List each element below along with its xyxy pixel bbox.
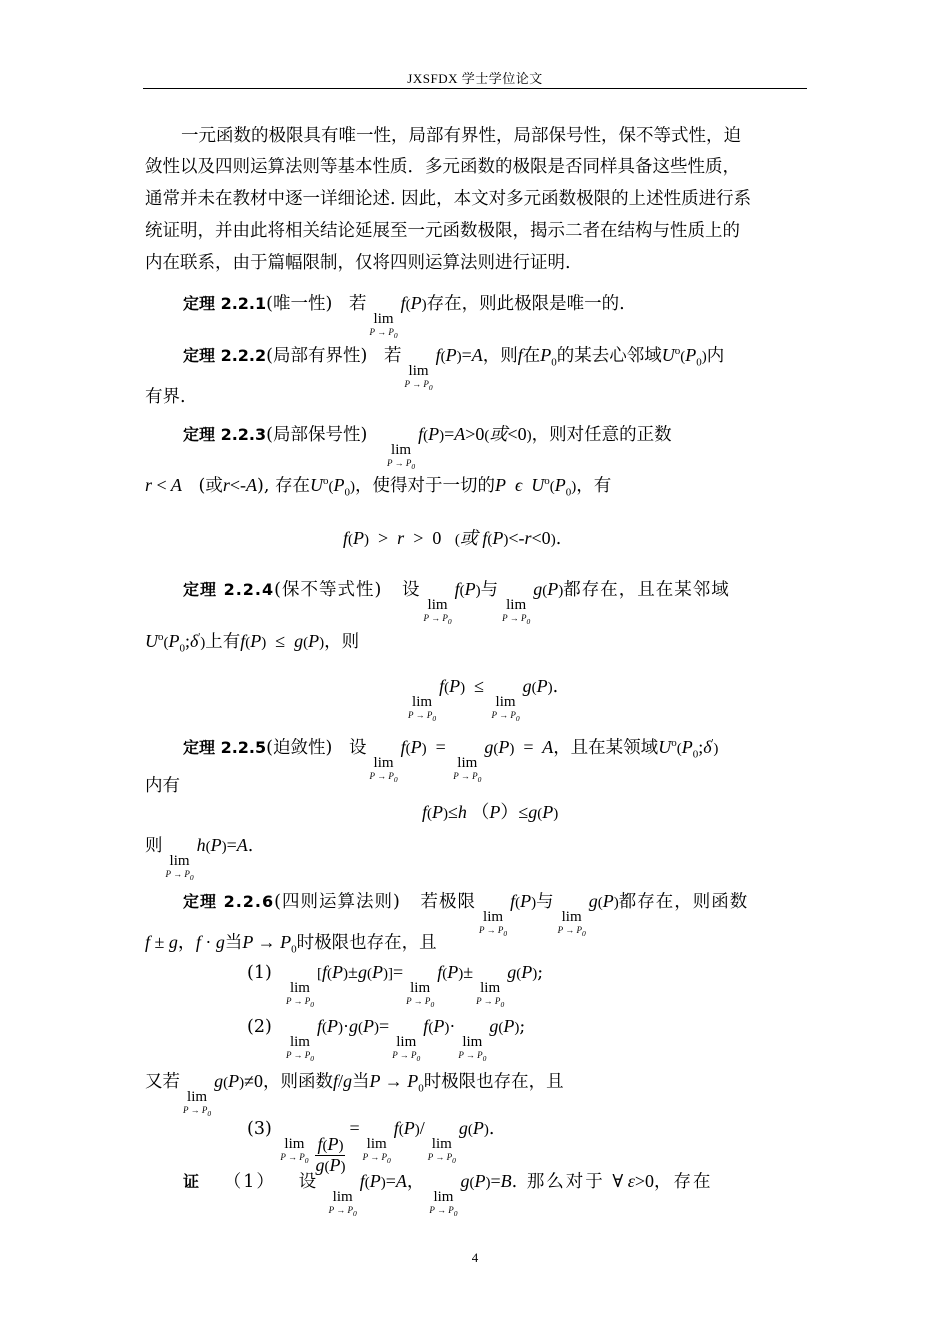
theorem-2-2-6: 定理 2.2.6(四则运算法则) 若极限 lim $P \to P_0$ f(P)与 lim $P \to P_0$ g(P)都存在，则函数 <box>183 891 749 939</box>
theorem-label: 定理 2.2.4 <box>183 580 275 599</box>
theorem-name: (局部保号性) <box>266 425 368 445</box>
intro-line-3: 通常并未在教材中逐一详细论述. 因此，本文对多元函数极限的上述性质进行系 <box>145 189 752 209</box>
theorem-label: 定理 2.2.5 <box>183 738 267 757</box>
theorem-2-2-3-formula: f(P) > r > 0 (或 f(P)<-r<0). <box>343 528 562 549</box>
theorem-2-2-4-formula: lim $P \to P_0$ f(P) ≤ lim $P \to P_0$ g(P). <box>408 676 559 724</box>
formula-lim-f: lim $P \to P_0$ f(P) <box>369 293 427 341</box>
running-header: JXSFDX 学士学位论文 <box>407 71 543 86</box>
theorem-2-2-1: 定理 2.2.1(唯一性) 若 lim $P \to P_0$ f(P)存在，则此极限是唯一的. <box>183 293 625 341</box>
intro-line-5: 内在联系，由于篇幅限制，仅将四则运算法则进行证明. <box>145 253 571 273</box>
proof-label: 证 <box>183 1172 202 1191</box>
theorem-2-2-6-item-1: (1) lim $P \to P_0$ [f(P)±g(P)]= lim $P \to P_0$ f(P)± lim $P \to P_0$ g(P); <box>247 962 544 1010</box>
theorem-2-2-5: 定理 2.2.5(迫敛性) 设 lim $P \to P_0$ f(P) = lim $P \to P_0$ g(P) = A，且在某领域$U^o(P_0;\delta')$ <box>183 737 719 785</box>
page-number: 4 <box>471 1250 479 1265</box>
theorem-2-2-6-cont-2: 又若 lim $P \to P_0$ g(P)≠0，则函数f/g当$P \to P_0$时极限也存在，且 <box>145 1071 564 1119</box>
theorem-2-2-3-cont: r < A (或r<-A), 存在$U^o(P_0)$，使得对于一切的P ϵ $U^o(P_0)$，有 <box>145 475 612 499</box>
theorem-2-2-2-cont: 有界. <box>145 387 186 407</box>
theorem-2-2-5-conclusion: 则 lim $P \to P_0$ h(P)=A. <box>145 835 254 883</box>
theorem-label: 定理 2.2.3 <box>183 425 267 444</box>
theorem-name: (保不等式性) <box>274 580 383 600</box>
theorem-2-2-4: 定理 2.2.4(保不等式性) 设 lim $P \to P_0$ f(P)与 lim $P \to P_0$ g(P)都存在，且在某邻域 <box>183 579 730 627</box>
theorem-2-2-3: 定理 2.2.3(局部保号性) lim $P \to P_0$ f(P)=A>0(或<0)，则对任意的正数 <box>183 424 672 472</box>
theorem-name: (迫敛性) <box>266 738 333 758</box>
header-rule <box>143 88 807 89</box>
theorem-2-2-2: 定理 2.2.2(局部有界性) 若 lim $P \to P_0$ f(P)=A，则f在$P_0$的某去心邻域$U^o(P_0)$内 <box>183 345 725 393</box>
proof-start: 证 （1） 设 lim $P \to P_0$ f(P)=A， lim $P \to P_0$ g(P)=B. 那么对于 ∀ ε>0，存在 <box>183 1171 713 1219</box>
intro-line-2: 敛性以及四则运算法则等基本性质．多元函数的极限是否同样具备这些性质， <box>145 157 740 177</box>
theorem-2-2-5-cont: 内有 <box>145 776 180 796</box>
formula-lim-gt-zero: lim $P \to P_0$ f(P)=A>0(或<0) <box>387 424 532 472</box>
intro-line-4: 统证明，并由此将相关结论延展至一元函数极限，揭示二者在结构与性质上的 <box>145 221 740 241</box>
theorem-2-2-6-item-3: (3) lim $P \to P_0$ $\frac{f(P)}{g(P)}$ = lim $P \to P_0$ f(P)/ lim $P \to P_0$ g(P). <box>247 1118 495 1176</box>
theorem-2-2-6-item-2: (2) lim $P \to P_0$ f(P)·g(P)= lim $P \to P_0$ f(P)· lim $P \to P_0$ g(P); <box>247 1016 526 1064</box>
theorem-label: 定理 2.2.6 <box>183 892 275 911</box>
theorem-label: 定理 2.2.2 <box>183 346 267 365</box>
formula-lim-eq-a: lim $P \to P_0$ f(P)=A <box>404 345 483 393</box>
theorem-name: (四则运算法则) <box>274 892 401 912</box>
theorem-2-2-5-formula: f(P)≤h （P）≤g(P) <box>422 802 559 822</box>
theorem-2-2-6-cont: f ± g，f · g当$P \to P_0$时极限也存在，且 <box>145 932 437 956</box>
theorem-name: (唯一性) <box>266 294 333 314</box>
theorem-name: (局部有界性) <box>266 346 368 366</box>
theorem-label: 定理 2.2.1 <box>183 294 267 313</box>
intro-line-1: 一元函数的极限具有唯一性，局部有界性，局部保号性，保不等式性，迫 <box>181 126 741 146</box>
theorem-2-2-4-cont: $U^o(P_0;\delta')$上有f(P) ≤ g(P)，则 <box>145 631 360 655</box>
